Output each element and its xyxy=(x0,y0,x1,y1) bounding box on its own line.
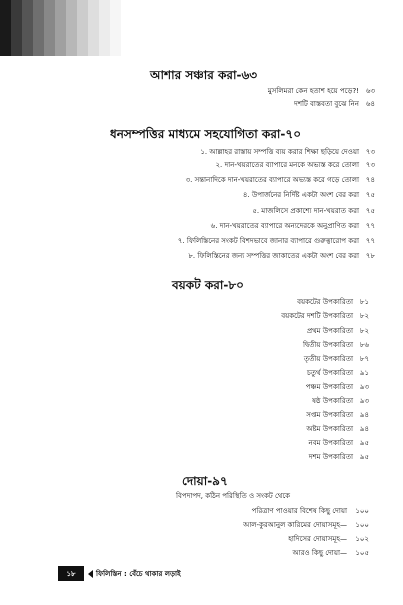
toc-entry-text: ২. দান-খয়রাতের ব্যাপারে মনকে অভ্যস্ত করে তোলা xyxy=(215,161,359,169)
toc-entry-text: নবম উপকারিতা xyxy=(308,439,353,447)
toc-page-number: ৭৭ xyxy=(365,237,375,245)
toc-entry-text: ৪. উপার্জনের নির্দিষ্ট একটা অংশ বের করা xyxy=(242,191,359,199)
gray-swatch xyxy=(99,0,110,56)
section-heading: আশার সঞ্চার করা-৬৩ xyxy=(150,68,258,82)
section-heading: বয়কট করা-৮০ xyxy=(172,278,244,292)
gray-swatch xyxy=(55,0,66,56)
toc-page-number: ৯৪ xyxy=(359,411,369,419)
toc-page-number: ৭৫ xyxy=(365,191,375,199)
toc-entry-text: প্রথম উপকারিতা xyxy=(306,327,353,335)
gray-swatch xyxy=(0,0,11,56)
toc-entry-text: পরিত্রাণ পাওয়ার বিশেষ কিছু দোয়া xyxy=(251,507,347,515)
toc-page-number: ৯১ xyxy=(359,369,369,377)
toc-entry-text: দশম উপকারিতা xyxy=(308,453,353,461)
toc-entry-text: ৬. দান-খয়রাতের ব্যাপারে অন্যদেরকে অনুপ্রাণিত করা xyxy=(210,222,359,230)
toc-entry-intro: বিপদাপদ, কঠিন পরিস্থিতি ও সংকট থেকে xyxy=(176,492,291,500)
toc-row xyxy=(188,252,375,261)
toc-entry-text: বয়কটের উপকারিতা xyxy=(297,298,353,306)
toc-row xyxy=(186,176,375,185)
toc-page-number: ৭৪ xyxy=(365,176,375,184)
toc-entry-text: চতুর্থ উপকারিতা xyxy=(306,369,353,377)
section-heading: ধনসম্পত্তির মাধ্যমে সহযোগিতা করা-৭০ xyxy=(110,127,301,141)
toc-page-number: ১০০ xyxy=(355,521,369,529)
toc-entry-text: দশটি বাস্তবতা বুঝে নিন xyxy=(294,100,359,108)
toc-row xyxy=(303,341,369,350)
left-arrow-icon xyxy=(88,570,93,578)
toc-page-number: ১০০ xyxy=(355,507,369,515)
toc-page-number: ৭৩ xyxy=(365,161,375,169)
gray-swatch xyxy=(22,0,33,56)
toc-row xyxy=(309,453,369,462)
toc-row xyxy=(200,148,375,157)
toc-page-number: ৮৬ xyxy=(359,341,369,349)
gray-swatch xyxy=(33,0,44,56)
gray-swatch xyxy=(88,0,99,56)
toc-entry-text: অষ্টম উপকারিতা xyxy=(306,425,353,433)
toc-page-number: ৯৫ xyxy=(359,439,369,447)
toc-entry-text: দ্বিতীয় উপকারিতা xyxy=(302,341,353,349)
toc-row xyxy=(293,549,369,558)
grayscale-calibration-strip xyxy=(0,0,121,56)
toc-row xyxy=(307,327,369,336)
gray-swatch xyxy=(66,0,77,56)
toc-entry-text: ৭. ফিলিস্তিনের সংকট বিশদভাবে জানার ব্যাপারে গুরুত্বারোপ করা xyxy=(177,237,359,245)
toc-entry-text: আল-কুরআনুল কারিমের দোয়াসমূহ— xyxy=(243,521,347,529)
toc-row xyxy=(252,207,375,216)
toc-entry-text: পঞ্চম উপকারিতা xyxy=(305,383,353,391)
gray-swatch xyxy=(11,0,22,56)
toc-page-number: ৯৩ xyxy=(359,397,369,405)
gray-swatch xyxy=(44,0,55,56)
toc-entry-text: তৃতীয় উপকারিতা xyxy=(303,355,353,363)
toc-row xyxy=(297,298,369,307)
toc-row xyxy=(243,521,369,530)
toc-entry-text: ৩. সন্তানাদিকে দান-খয়রাতের ব্যাপারে অভ্যস্ত করে গড়ে তোলা xyxy=(185,176,359,184)
toc-page-number: ৬৩ xyxy=(365,87,375,95)
toc-page-number: ৮২ xyxy=(359,327,369,335)
toc-page-number: ৬৪ xyxy=(365,100,375,108)
toc-page-number: ৯৫ xyxy=(359,453,369,461)
toc-row xyxy=(178,237,375,246)
toc-row xyxy=(252,507,369,516)
toc-page-number: ৭৫ xyxy=(365,207,375,215)
toc-entry-text: ৮. ফিলিস্তিনের জন্য সম্পত্তির জাকাতের একটা অংশ বের করা xyxy=(188,252,359,260)
toc-row xyxy=(304,355,369,364)
page-number-box: ১৮ xyxy=(58,566,84,581)
toc-page-number: ৭৮ xyxy=(365,252,375,260)
page-footer xyxy=(58,566,181,581)
toc-row xyxy=(294,100,375,109)
toc-row xyxy=(281,312,369,321)
toc-entry-text: হাদিসের দোয়াসমূহ— xyxy=(288,535,347,543)
toc-page-number: ৮১ xyxy=(359,298,369,306)
toc-entry-text: আরও কিছু দোয়া— xyxy=(292,549,347,557)
toc-row xyxy=(268,87,375,96)
toc-page-number: ১০২ xyxy=(355,535,369,543)
toc-entry-text: ১. আল্লাহর রাস্তায় সম্পত্তি ব্যয় করার শিক্ষা ছড়িয়ে দেওয়া xyxy=(200,148,359,156)
toc-row xyxy=(215,161,375,170)
toc-row xyxy=(306,383,369,392)
toc-entry-text: সপ্তম উপকারিতা xyxy=(306,411,353,419)
toc-row xyxy=(307,369,369,378)
toc-row xyxy=(306,411,369,420)
toc-page-number: ৮২ xyxy=(359,312,369,320)
toc-page-number: ৯৪ xyxy=(359,425,369,433)
gray-swatch xyxy=(77,0,88,56)
toc-row xyxy=(306,425,369,434)
toc-page-number: ৯৩ xyxy=(359,383,369,391)
toc-row xyxy=(243,191,375,200)
toc-row xyxy=(309,439,369,448)
toc-page-number: ১০৫ xyxy=(355,549,369,557)
toc-entry-text: বয়কটের দশটি উপকারিতা xyxy=(281,312,353,320)
toc-row xyxy=(288,535,369,544)
toc-entry-text: ষষ্ঠ উপকারিতা xyxy=(312,397,353,405)
section-heading: দোয়া-৯৭ xyxy=(182,474,228,488)
toc-page-number: ৮৭ xyxy=(359,355,369,363)
gray-swatch xyxy=(110,0,121,56)
toc-entry-text: মুসলিমরা কেন হতাশ হয়ে পড়ে?! xyxy=(267,87,359,95)
toc-row xyxy=(211,222,375,231)
book-title: ফিলিস্তিন : বেঁচে থাকার লড়াই xyxy=(96,569,181,578)
toc-entry-text: ৫. মাজলিসে প্রকাশ্যে দান-খয়রাত করা xyxy=(252,207,359,215)
toc-page-number: ৭৩ xyxy=(365,148,375,156)
toc-row xyxy=(312,397,369,406)
toc-page-number: ৭৭ xyxy=(365,222,375,230)
